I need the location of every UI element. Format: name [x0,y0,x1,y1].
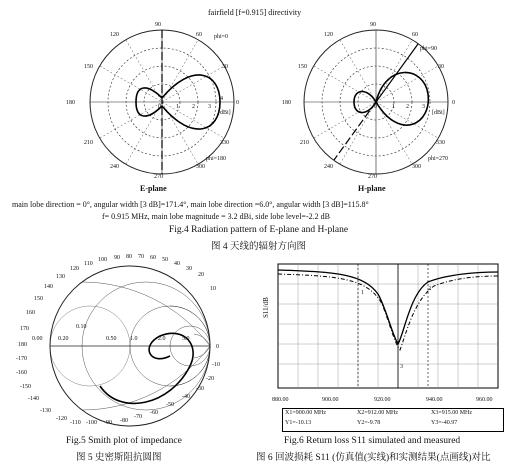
e-angle-240: 240 [110,164,119,170]
smith-outer-160: 160 [26,310,35,316]
smith-outer-180: 180 [18,342,27,348]
smith-inner-50: 5.0 [182,336,190,342]
smith-outer-70: 70 [138,254,144,260]
marker-table-x2: X2=912.00 MHz [357,410,399,416]
smith-outer-m120: -120 [56,416,67,422]
smith-outer-110: 110 [84,261,93,267]
simulated-s11-curve [278,270,498,344]
e-phi-bottom: phi=180 [206,156,227,162]
e-angle-60: 60 [196,32,202,38]
xtick-940: 940.00 [426,397,443,403]
smith-outer-10: 10 [210,286,216,292]
h-radial-0: 0 [374,104,377,110]
smith-outer-100: 100 [98,257,107,263]
smith-outer-60: 60 [150,255,156,261]
h-unit: [dBi] [432,110,445,116]
h-phi-top: phi=90 [420,46,438,52]
marker-table-x1: X1=900.00 MHz [285,410,327,416]
smith-outer-m150: -150 [20,384,31,390]
h-radial-1: 1 [392,104,395,110]
smith-outer-m20: -20 [206,376,214,382]
e-angle-0: 0 [236,100,239,106]
xtick-880: 880.00 [272,397,289,403]
fig6-caption-cn: 图 6 回波损耗 S11 (仿真值(实线)和实测结果(点画线)对比 [256,453,491,463]
xtick-960: 960.00 [476,397,493,403]
h-phi-bottom: phi=270 [428,156,449,162]
smith-outer-90: 90 [114,255,120,261]
marker-table-y1: Y1=-10.13 [285,420,312,426]
smith-outer-40: 40 [174,261,180,267]
smith-outer-m170: -170 [16,356,27,362]
pattern-header: fairfield [f=0.915] directivity [208,8,302,17]
marker-table-y3: Y3=-40.97 [431,420,458,426]
smith-inner-020: 0.20 [58,336,69,342]
h-angle-0: 0 [452,100,455,106]
smith-outer-80: 80 [126,254,132,260]
e-plane-label: E-plane [140,184,167,193]
e-angle-300: 300 [196,164,205,170]
fig4-caption-en: Fig.4 Radiation pattern of E-plane and H-plane [168,225,349,235]
marker-table [282,408,504,432]
smith-outer-m10: -10 [212,362,220,368]
e-angle-120: 120 [110,32,119,38]
marker-table-y2: Y2=-9.78 [357,420,381,426]
smith-outer-140: 140 [44,284,53,290]
smith-outer-150: 150 [34,296,43,302]
marker-3: 3 [400,364,403,370]
fig5-caption-cn: 图 5 史密斯阻抗圆图 [76,453,162,463]
smith-inner-20: 2.0 [158,336,166,342]
rl-ylabel: S11/dB [262,297,270,318]
impedance-locus [100,333,193,403]
h-angle-210: 210 [300,140,309,146]
h-radial-3: 3 [422,104,425,110]
h-plane-label: H-plane [358,184,386,193]
e-angle-30: 30 [222,64,228,70]
smith-inner-000: 0.00 [32,336,43,342]
fig6-caption-en: Fig.6 Return loss S11 simulated and measured [284,436,461,446]
h-angle-60: 60 [412,32,418,38]
h-radial-2: 2 [406,104,409,110]
smith-outer-m100: -100 [86,420,97,426]
e-angle-150: 150 [84,64,93,70]
h-angle-270: 270 [368,174,377,180]
smith-outer-0: 0 [216,344,219,350]
h-angle-30: 30 [438,64,444,70]
results-line-1: main lobe direction = 0°, angular width [3 dB]=171.4°, main lobe direction =6.0°, angular width [3 dB]=115.8° [12,200,369,209]
measured-s11-curve [278,274,498,350]
h-angle-150: 150 [298,64,307,70]
smith-inner-050: 0.50 [106,336,117,342]
e-unit: [dBi] [218,110,231,116]
smith-outer-m40: -40 [182,394,190,400]
e-angle-180: 180 [66,100,75,106]
results-line-2: f= 0.915 MHz, main lobe magnitude = 3.2 dBi, side lobe level=-2.2 dB [102,212,330,221]
smith-outer-m90: -90 [104,420,112,426]
marker-1: 1 [361,290,364,296]
h-angle-120: 120 [324,32,333,38]
smith-outer-m30: -30 [196,386,204,392]
marker-2: 2 [428,286,431,292]
e-angle-210: 210 [84,140,93,146]
smith-outer-m50: -50 [166,402,174,408]
smith-outer-20: 20 [198,272,204,278]
smith-inner-10: 1.0 [130,336,138,342]
e-radial-3: 3 [208,104,211,110]
smith-outer-m60: -60 [150,410,158,416]
smith-outer-m80: -80 [120,418,128,424]
h-angle-180: 180 [282,100,291,106]
xtick-900: 900.00 [322,397,339,403]
smith-outer-m70: -70 [134,414,142,420]
smith-outer-m110: -110 [70,420,81,426]
smith-outer-120: 120 [70,266,79,272]
e-radial-4: 4 [220,96,223,102]
h-angle-330: 330 [436,140,445,146]
fig5-caption-en: Fig.5 Smith plot of impedance [66,436,182,446]
e-radial-1: 1 [176,104,179,110]
smith-outer-m140: -140 [28,396,39,402]
return-loss-plot [278,264,506,394]
h-angle-240: 240 [324,164,333,170]
smith-outer-30: 30 [186,266,192,272]
e-phi-top: phi=0 [214,34,229,40]
smith-outer-m160: -160 [16,370,27,376]
xtick-920: 920.00 [374,397,391,403]
h-angle-300: 300 [412,164,421,170]
h-angle-90: 90 [370,22,376,28]
e-angle-330: 330 [220,140,229,146]
smith-chart [30,256,230,436]
marker-table-x3: X3=915.00 MHz [431,410,473,416]
smith-outer-50: 50 [162,257,168,263]
e-angle-270: 270 [154,174,163,180]
e-radial-2: 2 [192,104,195,110]
e-radial-0: 0 [158,104,161,110]
smith-inner-010: 0.10 [76,324,87,330]
smith-outer-130: 130 [56,274,65,280]
smith-outer-m130: -130 [40,408,51,414]
fig4-caption-cn: 图 4 天线的辐射方向图 [210,242,306,252]
e-angle-90: 90 [155,22,161,28]
smith-outer-170: 170 [20,326,29,332]
